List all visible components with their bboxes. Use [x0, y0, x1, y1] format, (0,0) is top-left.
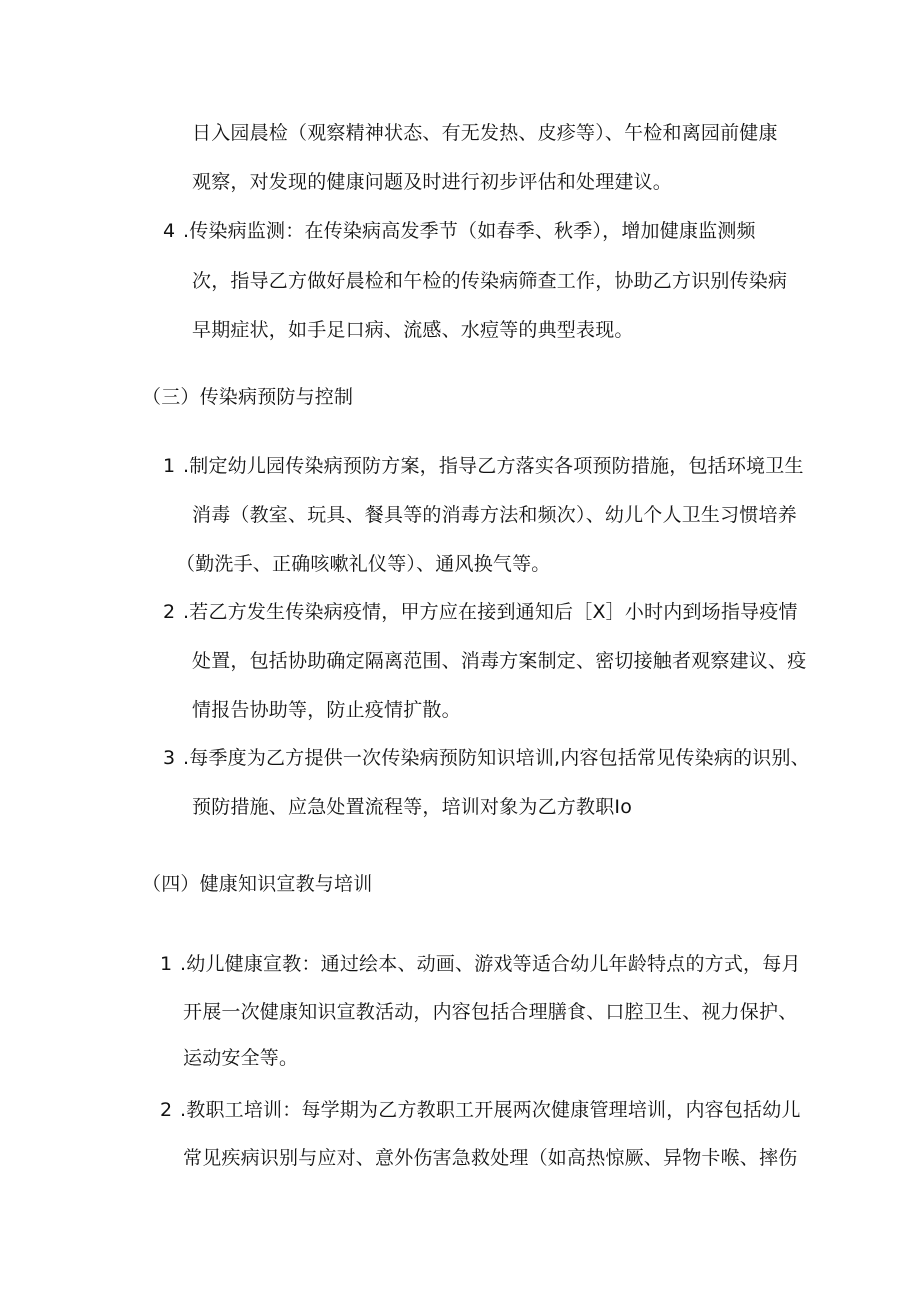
s4-item-2-number: 2 [160, 1099, 173, 1121]
s3-item-2-line-2: 处置，包括协助确定隔离范围、消毒方案制定、密切接触者观察建议、疫 [192, 650, 807, 672]
s3-item-1-number: 1 [163, 455, 176, 477]
s4-item-1-number: 1 [160, 953, 173, 975]
s3-item-2-line-3: 情报告协助等，防止疫情扩散。 [192, 699, 461, 721]
s3-item-3-number: 3 [163, 747, 176, 769]
s4-item-2-line-2: 常见疾病识别与应对、意外伤害急救处理（如高热惊厥、异物卡喉、摔伤 [183, 1147, 798, 1169]
item-4-number: 4 [163, 220, 176, 242]
intro-line-2: 观察，对发现的健康问题及时进行初步评估和处理建议。 [192, 171, 673, 193]
s4-item-2-line-1: .教职工培训：每学期为乙方教职工开展两次健康管理培训，内容包括幼儿 [180, 1099, 801, 1121]
item-4-line-1: .传染病监测：在传染病高发季节（如春季、秋季），增加健康监测频 [183, 220, 756, 242]
item-4-line-2: 次，指导乙方做好晨检和午检的传染病筛查工作，协助乙方识别传染病 [192, 270, 788, 292]
s4-item-1-line-2: 开展一次健康知识宣教活动，内容包括合理膳食、口腔卫生、视力保护、 [183, 1001, 798, 1023]
s3-item-1-line-1: .制定幼儿园传染病预防方案，指导乙方落实各项预防措施，包括环境卫生 [183, 455, 804, 477]
section-4-heading: （四）健康知识宣教与培训 [142, 873, 373, 895]
intro-line-1: 日入园晨检（观察精神状态、有无发热、皮疹等）、午检和离园前健康 [192, 122, 778, 144]
s3-item-3-line-2: 预防措施、应急处置流程等，培训对象为乙方教职Io [192, 796, 633, 818]
s3-item-3-line-1: .每季度为乙方提供一次传染病预防知识培训,内容包括常见传染病的识别、 [183, 747, 810, 769]
s3-item-2-number: 2 [163, 601, 176, 623]
s3-item-2-line-1: .若乙方发生传染病疫情，甲方应在接到通知后［X］小时内到场指导疫情 [183, 601, 798, 623]
s3-item-1-line-3: （勤洗手、正确咳嗽礼仪等）、通风换气等。 [176, 553, 551, 575]
s4-item-1-line-1: .幼儿健康宣教：通过绘本、动画、游戏等适合幼儿年龄特点的方式，每月 [180, 953, 801, 975]
s3-item-1-line-2: 消毒（教室、玩具、餐具等的消毒方法和频次）、幼儿个人卫生习惯培养 [192, 504, 797, 526]
s4-item-1-line-3: 运动安全等。 [183, 1047, 299, 1069]
item-4-line-3: 早期症状，如手足口病、流感、水痘等的典型表现。 [192, 319, 634, 341]
section-3-heading: （三）传染病预防与控制 [142, 386, 354, 408]
